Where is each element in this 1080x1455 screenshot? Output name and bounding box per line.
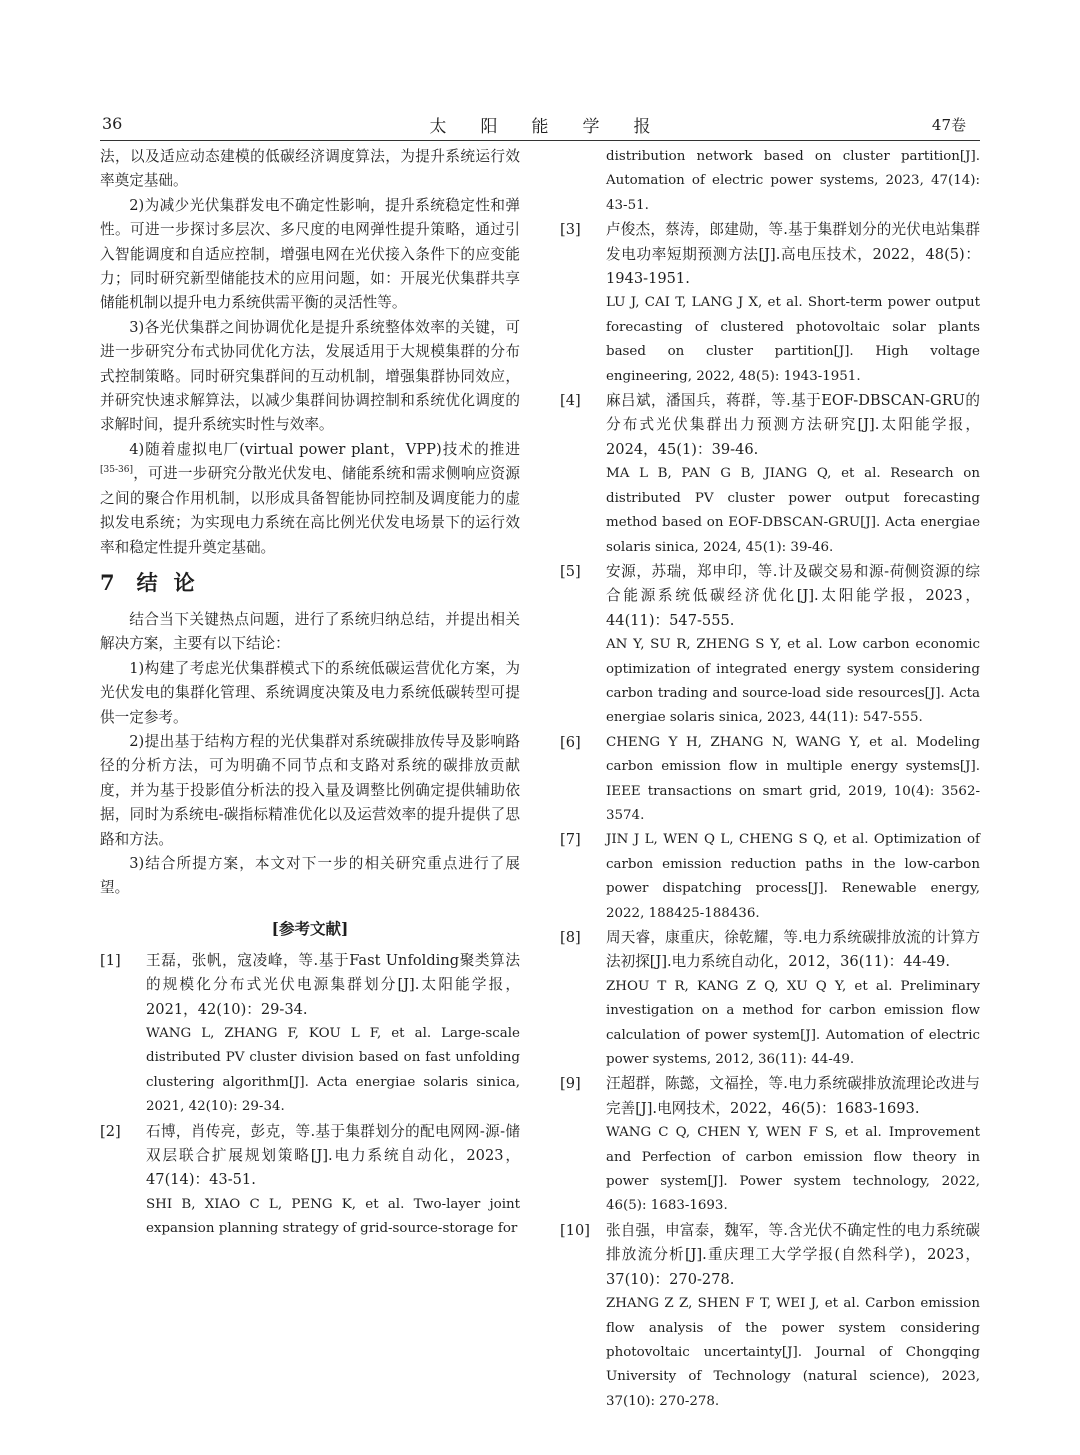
reference-number: [6]	[560, 733, 581, 751]
page-number: 36	[102, 114, 123, 133]
reference-zh: 卢俊杰，蔡涛，郎建勋，等.基于集群划分的光伏电站集群发电功率短期预测方法[J].高电压技术，2022，48(5)：1943-1951.	[606, 221, 980, 288]
conclusion-2: 2)提出基于结构方程的光伏集群对系统碳排放传导及影响路径的分析方法，可为明确不同节点和支路对系统的碳排放贡献度，并为基于投影值分析法的投入量及调整比例确定提供辅助依据，同时为系统电-碳指标精准优化以及运营效率的提升提供了思路和方法。	[100, 732, 520, 848]
reference-zh: 安源，苏瑞，郑申印，等.计及碳交易和源-荷侧资源的综合能源系统低碳经济优化[J].太阳能学报，2023，44(11)：547-555.	[606, 562, 980, 629]
paragraph-continued: 法，以及适应动态建模的低碳经济调度算法，为提升系统运行效率奠定基础。	[100, 148, 520, 190]
volume-label: 47卷	[931, 116, 966, 134]
reference-number: [5]	[560, 562, 581, 580]
reference-item	[560, 389, 980, 560]
reference-number: [8]	[560, 929, 581, 946]
reference-en: CHENG Y H, ZHANG N, WANG Y, et al. Modeling carbon emission flow in multiple energy systems[J]. IEEE transactions on smart grid, 2019, 10(4): 3562-3574.	[606, 734, 980, 823]
section-heading	[100, 564, 520, 602]
conclusion-intro: 结合当下关键热点问题，进行了系统归纳总结，并提出相关解决方案，主要有以下结论：	[100, 610, 520, 653]
paragraph-item-2: 2)为减少光伏集群发电不确定性影响，提升系统稳定性和弹性。可进一步探讨多层次、多尺度的电网弹性提升策略，通过引入智能调度和自适应控制，增强电网在光伏接入条件下的应变能力；同时研究新型储能技术的应用问题，如：开展光伏集群共享储能机制以提升电力系统供需平衡的灵活性等。	[100, 196, 520, 312]
reference-en: JIN J L, WEN Q L, CHENG S Q, et al. Optimization of carbon emission reduction paths in the low-carbon power dispatching process[J]. Renewable energy, 2022, 188425-188436.	[606, 832, 980, 921]
reference-en: ZHOU T R, KANG Z Q, XU Q Y, et al. Preliminary investigation on a method for carbon emission flow calculation of power system[J]. Automation of electric power systems, 2012, 36(11): 44-49.	[606, 978, 980, 1068]
reference-en: LU J, CAI T, LANG J X, et al. Short-term power output forecasting of clustered photovoltaic solar plants based on cluster partition[J]. High voltage engineering, 2022, 48(5): 1943-1951.	[606, 295, 980, 384]
reference-item	[100, 949, 520, 1120]
reference-continued	[560, 145, 980, 218]
reference-zh: 张自强，申富泰，魏军，等.含光伏不确定性的电力系统碳排放流分析[J].重庆理工大学学报(自然科学)，2023，37(10)：270-278.	[606, 1221, 980, 1288]
reference-item	[560, 1219, 980, 1414]
reference-item	[560, 218, 980, 389]
running-header	[100, 112, 980, 141]
paragraph-item-4: 4)随着虚拟电厂(virtual power plant，VPP)技术的推进[35-36]，可进一步研究分散光伏发电、储能系统和需求侧响应资源之间的聚合作用机制，以形成具备智能协同控制及调度能力的虚拟发电系统；为实现电力系统在高比例光伏发电场景下的运行效率和稳定性提升奠定基础。	[100, 440, 520, 556]
conclusion-3: 3)结合所提方案，本文对下一步的相关研究重点进行了展望。	[100, 854, 520, 897]
reference-en: WANG L, ZHANG F, KOU L F, et al. Large-scale distributed PV cluster division based on fast unfolding clustering algorithm[J]. Acta energiae solaris sinica, 2021, 42(10): 29-34.	[146, 1026, 520, 1115]
reference-item	[560, 1072, 980, 1218]
citation: [35-36]	[100, 465, 133, 476]
reference-item	[560, 731, 980, 829]
section-number: 7	[100, 569, 115, 595]
reference-item	[560, 560, 980, 731]
reference-en: MA L B, PAN G B, JIANG Q, et al. Research on distributed PV cluster power output forecasting method based on EOF-DBSCAN-GRU[J]. Acta energiae solaris sinica, 2024, 45(1): 39-46.	[606, 466, 980, 555]
reference-number: [3]	[560, 221, 581, 239]
right-column	[560, 145, 980, 1414]
conclusion-1: 1)构建了考虑光伏集群模式下的系统低碳运营优化方案，为光伏发电的集群化管理、系统调度决策及电力系统低碳转型可提供一定参考。	[100, 659, 520, 726]
reference-number: [4]	[560, 392, 581, 410]
reference-en: WANG C Q, CHEN Y, WEN F S, et al. Improvement and Perfection of carbon emission flow theory in power system[J]. Power system technology, 2022, 46(5): 1683-1693.	[606, 1125, 980, 1214]
reference-zh: 王磊，张帆，寇凌峰，等.基于Fast Unfolding聚类算法的规模化分布式光伏电源集群划分[J].太阳能学报，2021，42(10)：29-34.	[146, 951, 520, 1018]
reference-item	[560, 828, 980, 926]
left-column	[100, 145, 520, 1242]
reference-en: AN Y, SU R, ZHENG S Y, et al. Low carbon economic optimization of integrated energy system considering carbon trading and source-load side resources[J]. Acta energiae solaris sinica, 2023, 44(11): 547-555.	[606, 637, 980, 726]
reference-item	[560, 926, 980, 1072]
reference-zh: 周天睿，康重庆，徐乾耀，等.电力系统碳排放流的计算方法初探[J].电力系统自动化，2012，36(11)：44-49.	[606, 929, 980, 971]
references-heading: [参考文献]	[271, 918, 349, 938]
reference-number: [9]	[560, 1075, 581, 1093]
reference-number: [2]	[100, 1122, 121, 1140]
journal-title: 太阳能学报	[429, 117, 685, 137]
reference-item	[100, 1120, 520, 1242]
reference-number: [7]	[560, 831, 581, 849]
reference-en: ZHANG Z Z, SHEN F T, WEI J, et al. Carbon emission flow analysis of the power system considering photovoltaic uncertainty[J]. Journal of Chongqing University of Technology (natural science), 2023, 37(10): 270-278.	[606, 1296, 980, 1409]
reference-zh: 汪超群，陈懿，文福拴，等.电力系统碳排放流理论改进与完善[J].电网技术，2022，46(5)：1683-1693.	[606, 1075, 980, 1117]
reference-en: distribution network based on cluster partition[J]. Automation of electric power systems, 2023, 47(14): 43-51.	[606, 149, 980, 213]
reference-en: SHI B, XIAO C L, PENG K, et al. Two-layer joint expansion planning strategy of grid-source-storage for	[146, 1196, 520, 1237]
reference-zh: 麻吕斌，潘国兵，蒋群，等.基于EOF-DBSCAN-GRU的分布式光伏集群出力预测方法研究[J].太阳能学报，2024，45(1)：39-46.	[606, 392, 980, 458]
paragraph-item-3: 3)各光伏集群之间协调优化是提升系统整体效率的关键，可进一步研究分布式协同优化方法，发展适用于大规模集群的分布式控制策略。同时研究集群间的互动机制，增强集群协同效应，并研究快速求解算法，以减少集群间协调控制和系统优化调度的求解时间，提升系统实时性与效率。	[100, 318, 520, 434]
section-title: 结论	[136, 569, 211, 595]
reference-zh: 石博，肖传亮，彭克，等.基于集群划分的配电网网-源-储双层联合扩展规划策略[J].电力系统自动化，2023，47(14)：43-51.	[146, 1122, 520, 1189]
reference-number: [1]	[100, 951, 121, 969]
reference-number: [10]	[560, 1221, 590, 1239]
